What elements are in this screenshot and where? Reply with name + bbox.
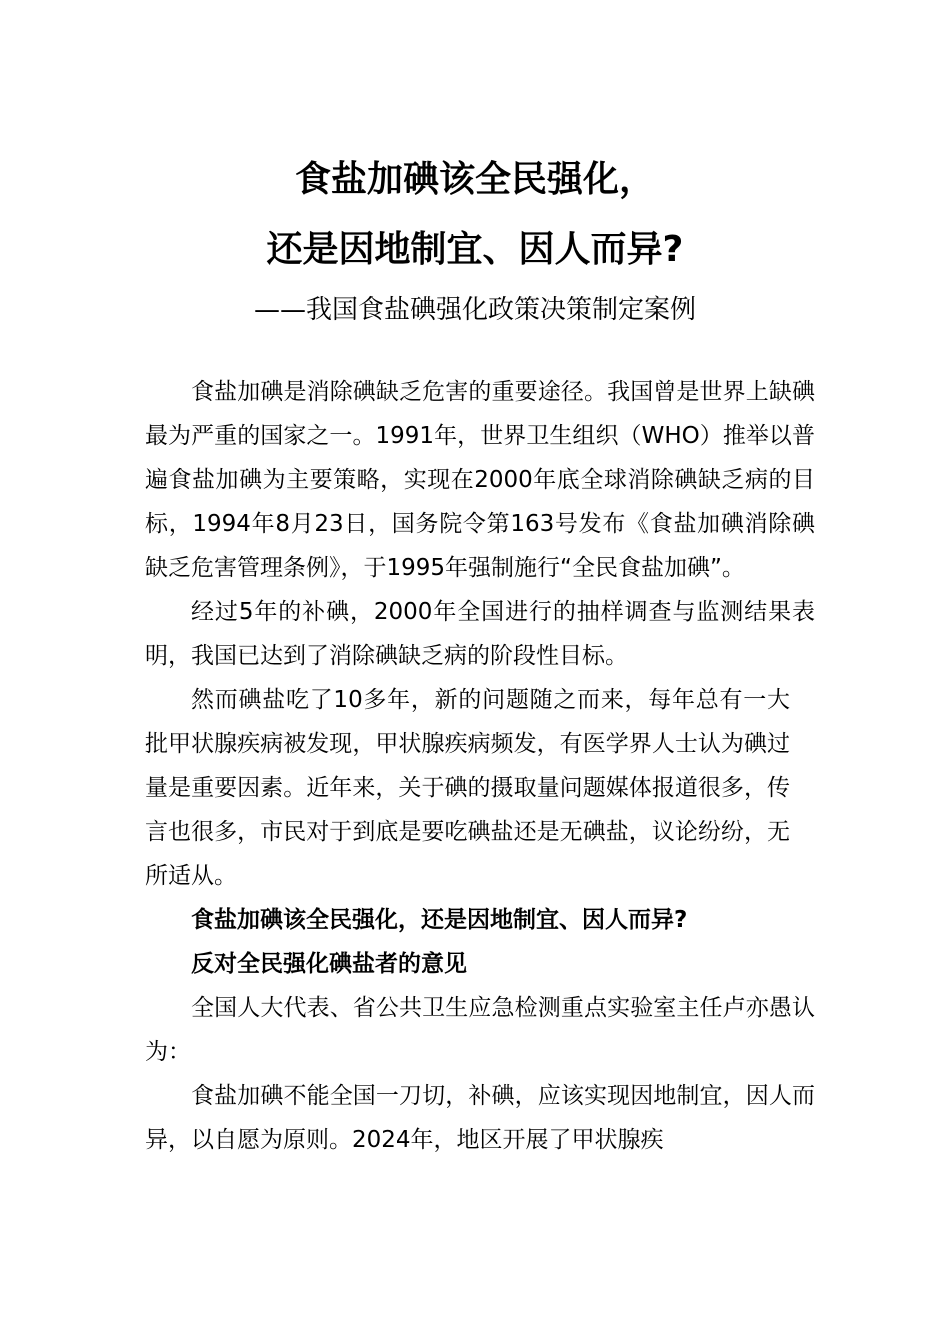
document-title-line-1: 食盐加碘该全民强化， bbox=[294, 159, 655, 200]
document-title-line-2: 还是因地制宜、因人而异? bbox=[266, 229, 684, 270]
paragraph-5: 食盐加碘不能全国一刀切，补碘，应该实现因地制宜，因人而异，以自愿为原则。2024年，地区开展了甲状腺疾 bbox=[145, 1083, 815, 1153]
document-subtitle: ——我国食盐碘强化政策决策制定案例 bbox=[253, 295, 696, 325]
paragraph-3: 然而碘盐吃了10多年，新的问题随之而来，每年总有一大批甲状腺疾病被发现，甲状腺疾病频发，有医学界人士认为碘过量是重要因素。近年来，关于碘的摄取量问题媒体报道很多，传言也很多，市民对于到底是要吃碘盐还是无碘盐，议论纷纷，无所适从。 bbox=[145, 687, 790, 889]
section-heading-2: 反对全民强化碘盐者的意见 bbox=[191, 951, 467, 977]
paragraph-1: 食盐加碘是消除碘缺乏危害的重要途径。我国曾是世界上缺碘最为严重的国家之一。1991年，世界卫生组织（WHO）推举以普遍食盐加碘为主要策略，实现在2000年底全球消除碘缺乏病的目标，1994年8月23日，国务院令第163号发布《食盐加碘消除碘缺乏危害管理条例》，于1995年强制施行“全民食盐加碘”。 bbox=[145, 379, 815, 581]
paragraph-4: 全国人大代表、省公共卫生应急检测重点实验室主任卢亦愚认为： bbox=[145, 995, 815, 1065]
section-heading-1: 食盐加碘该全民强化，还是因地制宜、因人而异? bbox=[191, 907, 688, 933]
paragraph-2: 经过5年的补碘，2000年全国进行的抽样调查与监测结果表明，我国已达到了消除碘缺乏病的阶段性目标。 bbox=[145, 599, 815, 669]
body-text-block-1 bbox=[145, 370, 815, 1162]
